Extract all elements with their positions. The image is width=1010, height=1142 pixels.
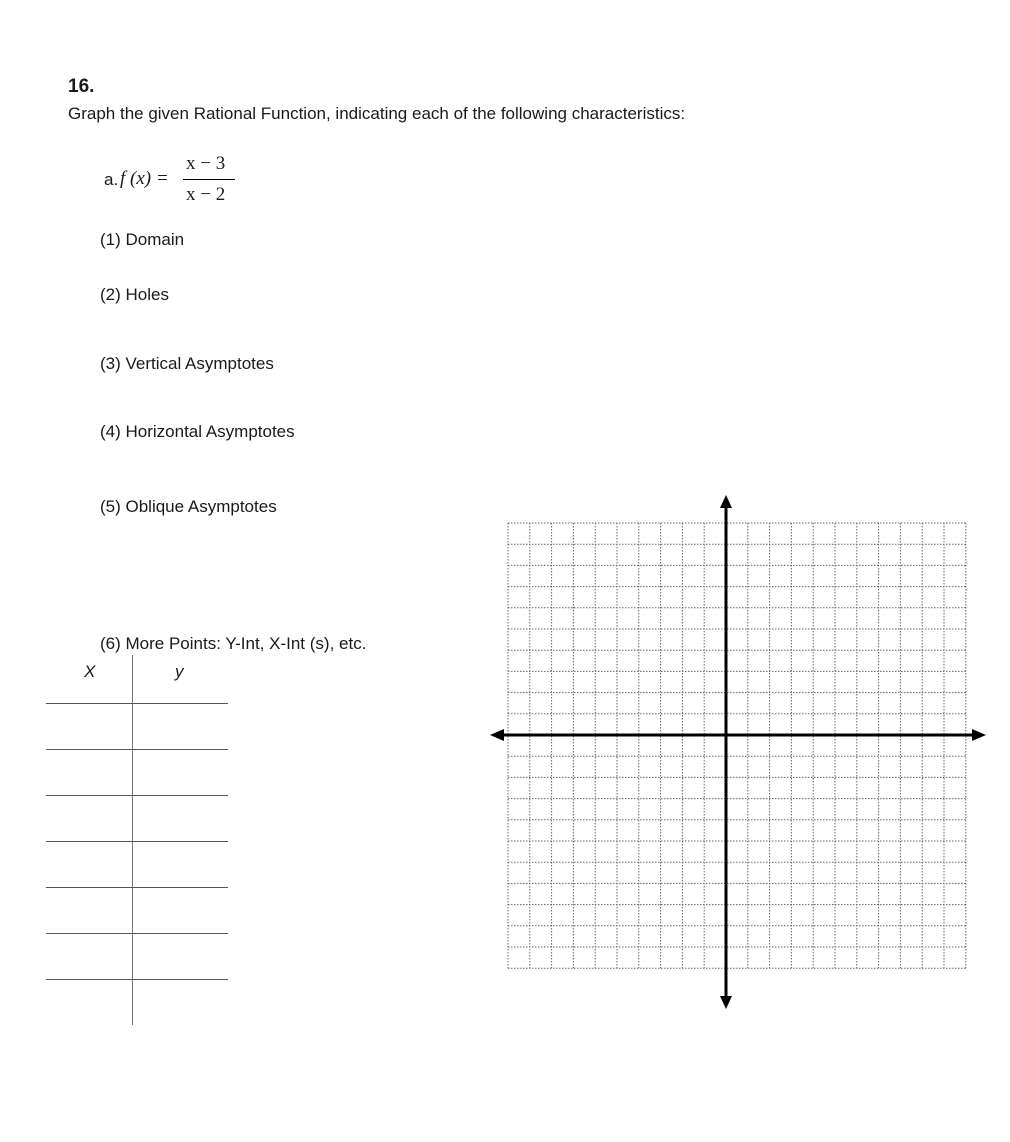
table-header-x: X xyxy=(84,662,96,681)
table-row-line xyxy=(46,703,228,704)
table-column-divider xyxy=(132,655,133,1025)
table-row-line xyxy=(46,795,228,796)
characteristic-oblique-asymptotes: (5) Oblique Asymptotes xyxy=(100,497,277,516)
y-axis-arrow-up xyxy=(720,495,732,508)
table-row-line xyxy=(46,841,228,842)
part-label: a. xyxy=(104,170,119,189)
instructions: Graph the given Rational Function, indicating each of the following characteristics: xyxy=(68,104,686,123)
table-row-line xyxy=(46,979,228,980)
characteristic-horizontal-asymptotes: (4) Horizontal Asymptotes xyxy=(100,422,295,441)
table-header-y: y xyxy=(175,662,184,681)
table-row-line xyxy=(46,749,228,750)
table-row-line xyxy=(46,933,228,934)
characteristic-domain: (1) Domain xyxy=(100,230,185,249)
fraction-bar xyxy=(183,179,235,180)
x-axis-arrow-right xyxy=(972,729,986,741)
x-axis-arrow-left xyxy=(490,729,504,741)
y-axis-arrow-down xyxy=(720,996,732,1009)
table-row-line xyxy=(46,887,228,888)
characteristic-vertical-asymptotes: (3) Vertical Asymptotes xyxy=(100,354,274,373)
fraction-numerator: x − 3 xyxy=(186,153,226,174)
function-name: f (x) = xyxy=(120,168,169,189)
characteristic-holes: (2) Holes xyxy=(100,285,169,304)
coordinate-grid[interactable] xyxy=(488,492,988,1012)
problem-number: 16. xyxy=(68,76,95,97)
fraction-denominator: x − 2 xyxy=(186,184,226,205)
characteristic-more-points: (6) More Points: Y-Int, X-Int (s), etc. xyxy=(100,634,367,653)
